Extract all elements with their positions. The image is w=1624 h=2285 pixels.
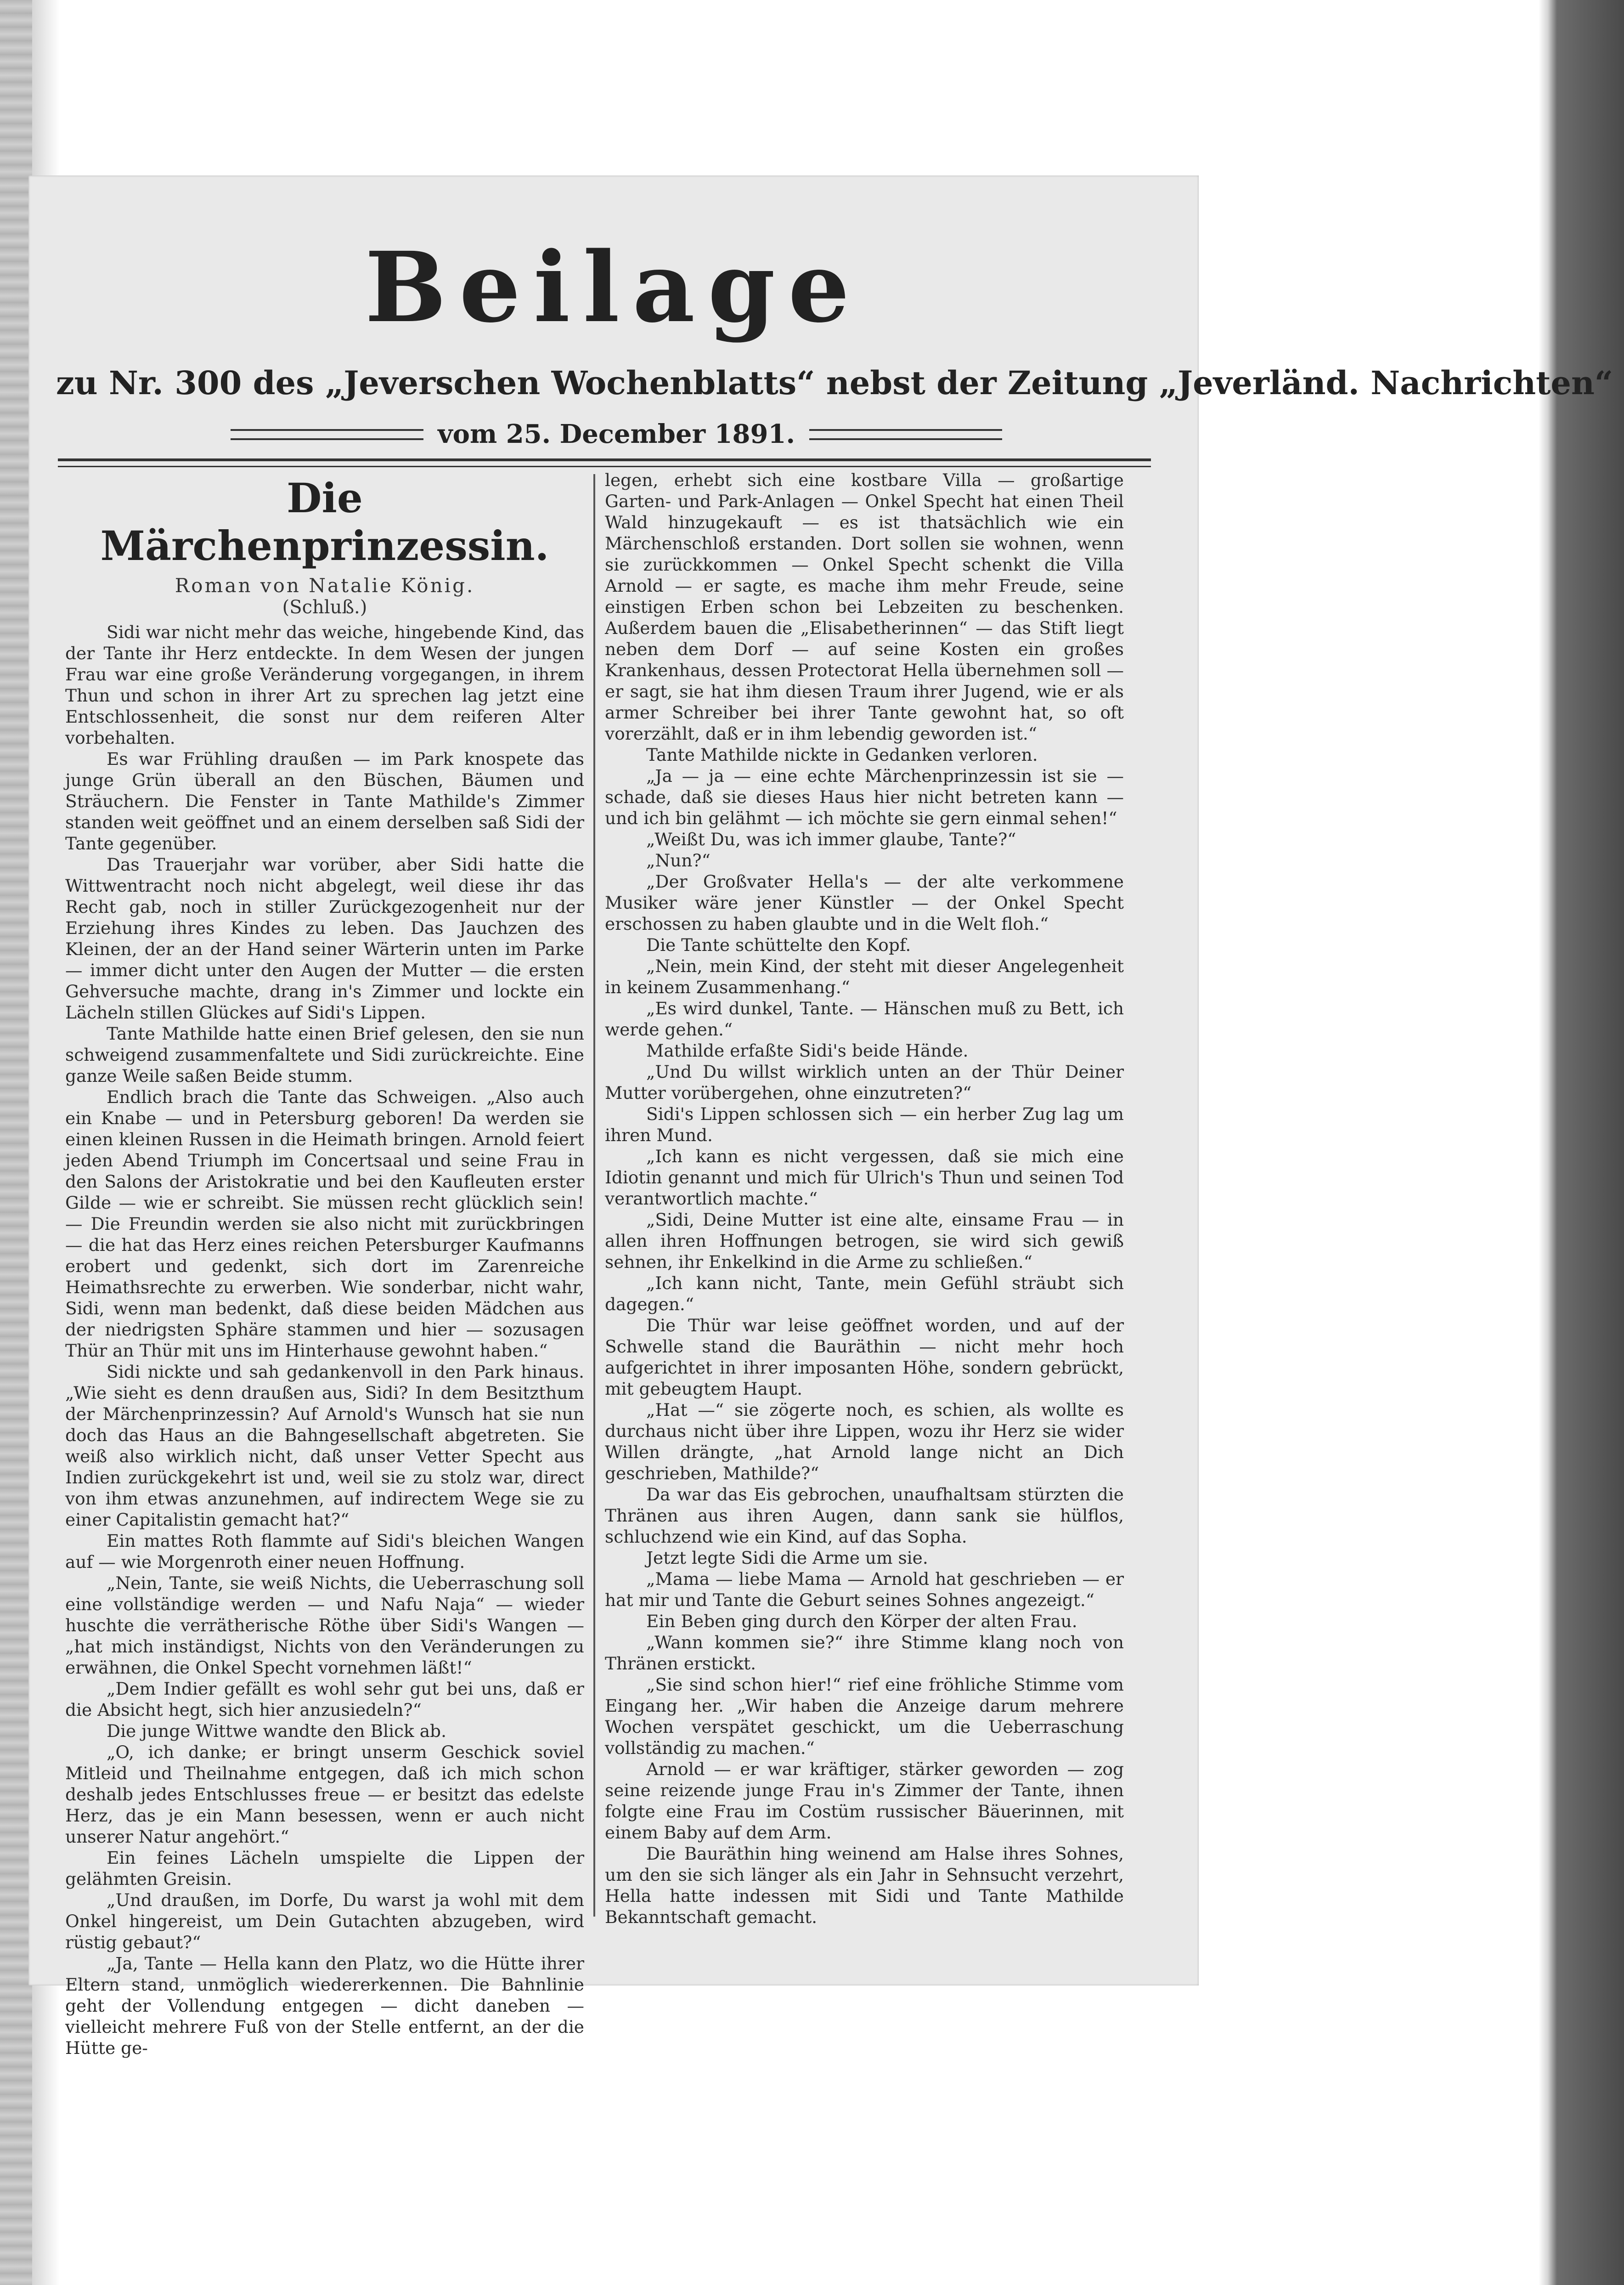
paragraph: Sidi war nicht mehr das weiche, hingebende Kind, das der Tante ihr Herz entdeckte. In dem Wesen der jungen Frau war eine große Veränderung vorgegangen, in ihrem Thun und schon in ihrer Art zu sprechen lag jetzt eine Entschlossenheit, die sonst nur dem reiferen Alter vorbehalten. — [65, 622, 584, 748]
column-left — [65, 469, 584, 2058]
paragraph: Sidi nickte und sah gedankenvoll in den Park hinaus. „Wie sieht es denn draußen aus, Sidi? In dem Besitzthum der Märchenprinzessin? Auf Arnold's Wunsch hat sie nun doch das Haus an die Bahngesellschaft abgetreten. Sie weiß also wirklich nicht, daß unser Vetter Specht aus Indien zurückgekehrt ist und, weil sie zu stolz war, direct von ihm etwas anzunehmen, auf indirectem Wege sie zu einer Capitalistin gemacht hat?“ — [65, 1362, 584, 1530]
column-right — [605, 469, 1124, 1940]
date-rule-right — [809, 429, 1002, 440]
paragraph: Endlich brach die Tante das Schweigen. „Also auch ein Knabe — und in Petersburg geboren! Da werden sie einen kleinen Russen in die Heimath bringen. Arnold feiert jeden Abend Triumph im Concertsaal und seine Frau in den Salons der Aristokratie und bei den Kaufleuten erster Gilde — wie er schreibt. Sie müssen recht glücklich sein! — Die Freundin werden sie also nicht mit zurückbringen — die hat das Herz eines reichen Petersburger Kaufmanns erobert und gedenkt, sich dort im Zarenreiche Heimathsrechte zu erwerben. Wie sonderbar, nicht wahr, Sidi, wenn man bedenkt, daß diese beiden Mädchen aus der niedrigsten Sphäre stammen und hier — sozusagen Thür an Thür mit uns im Hinterhause gewohnt haben.“ — [65, 1087, 584, 1361]
paragraph: „Hat —“ sie zögerte noch, es schien, als wollte es durchaus nicht über ihre Lippen, wozu ihr Herz sie wider Willen drängte, „hat Arnold lange nicht an Dich geschrieben, Mathilde?“ — [605, 1400, 1124, 1483]
paragraph: „Nein, mein Kind, der steht mit dieser Angelegenheit in keinem Zusammenhang.“ — [605, 956, 1124, 997]
paragraph: Ein Beben ging durch den Körper der alten Frau. — [646, 1611, 1077, 1631]
paragraph: „Mama — liebe Mama — Arnold hat geschrieben — er hat mir und Tante die Geburt seines Sohnes angezeigt.“ — [605, 1569, 1124, 1610]
column-right-body — [605, 469, 1124, 1928]
paragraph: „Ich kann nicht, Tante, mein Gefühl sträubt sich dagegen.“ — [605, 1273, 1124, 1314]
paragraph: „Der Großvater Hella's — der alte verkommene Musiker wäre jener Künstler — der Onkel Specht erschossen zu haben glaubte und in die Welt floh.“ — [605, 871, 1124, 934]
paragraph: Jetzt legte Sidi die Arme um sie. — [646, 1548, 928, 1568]
paragraph: „Es wird dunkel, Tante. — Hänschen muß zu Bett, ich werde gehen.“ — [605, 998, 1124, 1040]
paragraph: Die Bauräthin hing weinend am Halse ihres Sohnes, um den sie sich länger als ein Jahr in Sehnsucht verzehrt, Hella hatte indessen mit Sidi und Tante Mathilde Bekanntschaft gemacht. — [605, 1844, 1124, 1927]
paragraph: „Und Du willst wirklich unten an der Thür Deiner Mutter vorübergehen, ohne einzutreten?“ — [605, 1062, 1124, 1103]
story-part: (Schluß.) — [282, 597, 367, 618]
paragraph: „Wann kommen sie?“ ihre Stimme klang noch von Thränen erstickt. — [605, 1632, 1124, 1674]
story-title: Die Märchenprinzessin. — [100, 474, 549, 570]
paragraph: Sidi's Lippen schlossen sich — ein herber Zug lag um ihren Mund. — [605, 1104, 1124, 1145]
paragraph: „Sidi, Deine Mutter ist eine alte, einsame Frau — in allen ihren Hoffnungen betrogen, sie wird sich gewiß sehnen, ihr Enkelkind in die Arme zu schließen.“ — [605, 1210, 1124, 1272]
paragraph: „Dem Indier gefällt es wohl sehr gut bei uns, daß er die Absicht hegt, sich hier anzusiedeln?“ — [65, 1679, 584, 1720]
paragraph: Da war das Eis gebrochen, unaufhaltsam stürzten die Thränen aus ihren Augen, dann sank sie hülflos, schluchzend wie ein Kind, auf das Sopha. — [605, 1484, 1124, 1547]
column-left-body — [65, 622, 584, 2059]
paragraph: Ein feines Lächeln umspielte die Lippen der gelähmten Greisin. — [65, 1848, 584, 1889]
paragraph: Die Tante schüttelte den Kopf. — [646, 935, 911, 955]
paragraph: „Ich kann es nicht vergessen, daß sie mich eine Idiotin genannt und mich für Ulrich's Thun und seinen Tod verantwortlich machte.“ — [605, 1146, 1124, 1209]
masthead-rule — [58, 458, 1151, 467]
paragraph: Tante Mathilde nickte in Gedanken verloren. — [646, 745, 1038, 765]
paragraph: „Ja, Tante — Hella kann den Platz, wo die Hütte ihrer Eltern stand, unmöglich wiedererkennen. Die Bahnlinie geht der Vollendung entgegen — dicht daneben — vielleicht mehrere Fuß von der Stelle entfernt, an der die Hütte ge- — [65, 1953, 584, 2058]
paragraph: „Nein, Tante, sie weiß Nichts, die Ueberraschung soll eine vollständige werden — und Nafu Naja“ — wieder huschte die verrätherische Röthe über Sidi's Wangen — „hat mich inständigst, Nichts von den Veränderungen zu erwähnen, die Onkel Specht vornehmen läßt!“ — [65, 1573, 584, 1678]
paragraph: Das Trauerjahr war vorüber, aber Sidi hatte die Wittwentracht noch nicht abgelegt, weil diese ihr das Recht gab, noch in stiller Zurückgezogenheit nur der Erziehung ihres Kindes zu leben. Das Jauchzen des Kleinen, der an der Hand seiner Wärterin unten im Parke — immer dicht unter den Augen der Mutter — die ersten Gehversuche machte, drang in's Zimmer und lockte ein Lächeln stillen Glückes auf Sidi's Lippen. — [65, 854, 584, 1023]
masthead-date-row — [231, 419, 1002, 451]
paragraph: Mathilde erfaßte Sidi's beide Hände. — [646, 1041, 969, 1061]
paragraph: „O, ich danke; er bringt unserm Geschick soviel Mitleid und Theilnahme entgegen, daß ich mich schon deshalb jedes Entschlusses freue — er besitzt das edelste Herz, das je ein Mann besessen, wenn er auch nicht unserer Natur angehört.“ — [65, 1742, 584, 1847]
paragraph: Die junge Wittwe wandte den Blick ab. — [107, 1721, 446, 1741]
paragraph: „Nun?“ — [646, 850, 710, 871]
story-byline: Roman von Natalie König. — [175, 574, 475, 597]
paragraph: Tante Mathilde hatte einen Brief gelesen, den sie nun schweigend zusammenfaltete und Sidi zurückreichte. Eine ganze Weile saßen Beide stumm. — [65, 1024, 584, 1086]
paragraph: Es war Frühling draußen — im Park knospete das junge Grün überall an den Büschen, Bäumen und Sträuchern. Die Fenster in Tante Mathilde's Zimmer standen weit geöffnet und an einem derselben saß Sidi der Tante gegenüber. — [65, 749, 584, 854]
paragraph: legen, erhebt sich eine kostbare Villa — großartige Garten- und Park-Anlagen — Onkel Specht hat einen Theil Wald hinzugekauft — es ist thatsächlich wie ein Märchenschloß erstanden. Dort sollen sie wohnen, wenn sie zurückkommen — Onkel Specht schenkt die Villa Arnold — er sagte, es mache ihm mehr Freude, seine einstigen Erben schon bei Lebzeiten zu beschenken. Außerdem bauen die „Elisabetherinnen“ — das Stift liegt neben dem Dorf — auf seine Kosten ein großes Krankenhaus, dessen Protectorat Hella übernehmen soll — er sagt, sie hat ihm diesen Traum ihrer Jugend, wie er als armer Schreiber bei ihrer Tante gewohnt hat, so oft vorerzählt, daß er in ihm lebendig geworden ist.“ — [605, 470, 1124, 744]
paragraph: „Weißt Du, was ich immer glaube, Tante?“ — [646, 829, 1016, 849]
paragraph: „Sie sind schon hier!“ rief eine fröhliche Stimme vom Eingang her. „Wir haben die Anzeige darum mehrere Wochen verspätet geschickt, um die Ueberraschung vollständig zu machen.“ — [605, 1674, 1124, 1758]
paragraph: „Und draußen, im Dorfe, Du warst ja wohl mit dem Onkel hingereist, um Dein Gutachten abzugeben, wird rüstig gebaut?“ — [65, 1890, 584, 1952]
masthead-subtitle: zu Nr. 300 des „Jeverschen Wochenblatts“ nebst der Zeitung „Jeverländ. Nachrichten“ — [56, 364, 1613, 402]
column-divider — [593, 474, 595, 1917]
masthead-date: vom 25. December 1891. — [438, 419, 795, 449]
paragraph: Ein mattes Roth flammte auf Sidi's bleichen Wangen auf — wie Morgenroth einer neuen Hoffnung. — [65, 1531, 584, 1572]
book-edge — [0, 0, 32, 2285]
paragraph: Die Thür war leise geöffnet worden, und auf der Schwelle stand die Bauräthin — nicht mehr hoch aufgerichtet in ihrer imposanten Höhe, sondern gebrückt, mit gebeugtem Haupt. — [605, 1315, 1124, 1399]
paragraph: Arnold — er war kräftiger, stärker geworden — zog seine reizende junge Frau in's Zimmer der Tante, ihnen folgte eine Frau im Costüm russischer Bäuerinnen, mit einem Baby auf dem Arm. — [605, 1759, 1124, 1843]
masthead-title: Beilage — [365, 231, 863, 344]
newspaper-page — [28, 175, 1613, 2058]
paragraph: „Ja — ja — eine echte Märchenprinzessin ist sie — schade, daß sie dieses Haus hier nicht betreten kann — und ich bin gelähmt — ich möchte sie gern einmal sehen!“ — [605, 766, 1124, 828]
